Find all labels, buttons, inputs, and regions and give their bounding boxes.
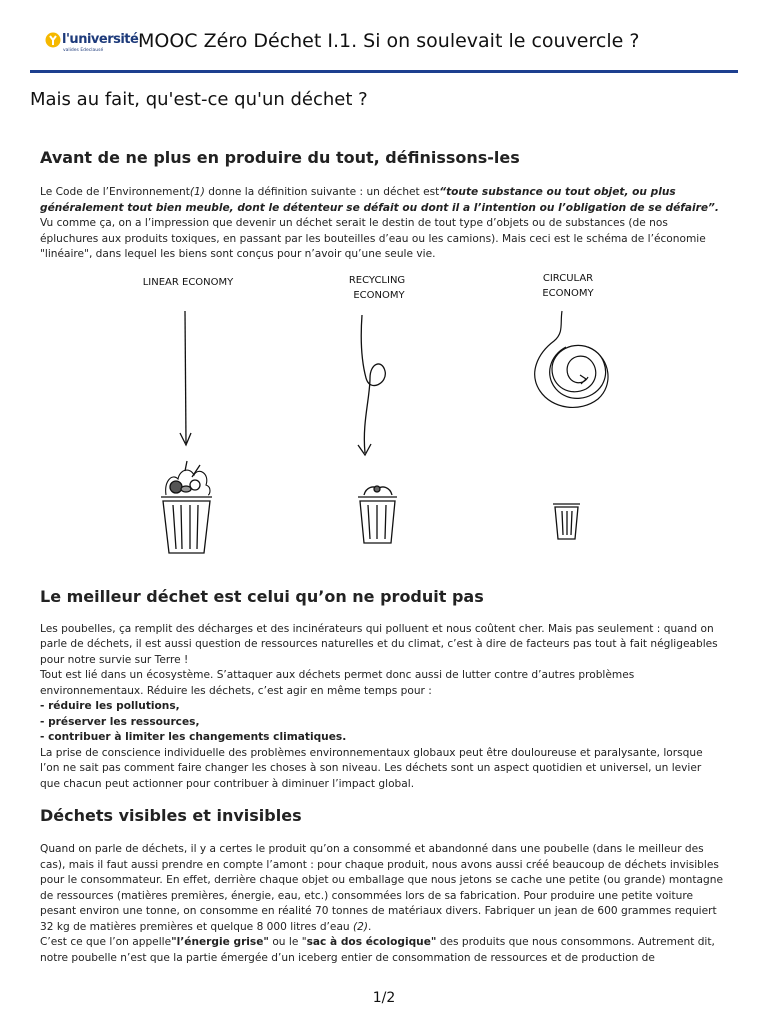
recycling-label-1: RECYCLING	[348, 274, 406, 286]
section1-heading: Avant de ne plus en produire du tout, définissons-les	[40, 148, 520, 167]
document-title: MOOC Zéro Déchet I.1. Si on soulevait le couvercle ?	[138, 30, 640, 52]
logo-text: l'université	[62, 32, 139, 47]
section3-heading: Déchets visibles et invisibles	[40, 806, 302, 825]
page-header	[0, 0, 768, 74]
section2-paragraph3: La prise de conscience individuelle des problèmes environnementaux globaux peut être douloureuse et paralysante, lorsque l’on ne sait pas comment faire changer les choses à son niveau. Les déchets sont un aspect quotidien et universel, un levier que chacun peut actionner pour contribuer à diminuer l’impact global.	[40, 746, 703, 790]
section2-paragraph1: Les poubelles, ça remplit des décharges et des incinérateurs qui polluent et nous coûtent cher. Mais pas seulement : quand on parle de déchets, il est aussi question de ressources naturelles et du climat, c’est à dire de facteurs pas tout à fait négligeables pour notre survie sur Terre !	[40, 622, 718, 666]
section3-paragraph1: Quand on parle de déchets, il y a certes le produit qu’on a consommé et abandonné dans une poubelle (dans le meilleur des cas), mais il faut aussi prendre en compte l’amont : pour chaque produit, nous avons aussi créé beaucoup de déchets invisibles pour le consommateur. En effet, derrière chaque objet ou emballage que nous jetons se cache une petite (ou grande) montagne de ressources (matières premières, énergie, eau, etc.) consommées lors de sa fabrication. Pour produire une petite voiture pesant environ une tonne, on consomme en réalité 70 tonnes de matériaux divers. Fabriquer un jean de 600 grammes requiert 32 kg de matières premières et quelque 8 000 litres d’eau (2).	[40, 843, 724, 933]
header-rule	[30, 70, 738, 73]
section2-item-3: - contribuer à limiter les changements climatiques.	[40, 731, 347, 743]
full-bin-icon	[161, 461, 212, 553]
section2-item-2: - préserver les ressources,	[40, 715, 200, 728]
section2-item-1: - réduire les pollutions,	[40, 700, 180, 712]
page-title: Mais au fait, qu'est-ce qu'un déchet ?	[30, 89, 368, 110]
linear-arrow	[185, 311, 186, 443]
section1-paragraph1: Le Code de l’Environnement(1) donne la définition suivante : un déchet est“toute substance ou tout objet, ou plus généralement tout bien meuble, dont le détenteur se défait ou dont il a l’intention ou l’obligation de se défaire”.	[40, 186, 719, 214]
section1-paragraph2: Vu comme ça, on a l’impression que devenir un déchet serait le destin de tout type d’objets ou de substances (de nos épluchures aux produits toxiques, en passant par les bouteilles d’eau ou les camions). Mais ceci est le schéma de l’économie "linéaire", dans lequel les biens sont conçus pour n’avoir qu’une seule vie.	[40, 217, 706, 260]
recycling-label-2: ECONOMY	[353, 289, 405, 301]
circular-label-1: CIRCULAR	[542, 272, 594, 284]
economy-figure	[40, 263, 724, 573]
empty-bin-icon	[553, 504, 580, 539]
linear-economy-label: LINEAR ECONOMY	[142, 276, 234, 288]
universite-logo	[45, 30, 139, 56]
half-bin-icon	[358, 486, 397, 543]
circular-label-2: ECONOMY	[542, 287, 594, 299]
recycling-arrow	[361, 315, 385, 453]
logo-subtext: valides Edeclausé	[63, 48, 104, 53]
circular-spiral	[535, 311, 608, 407]
logo-icon	[45, 32, 61, 48]
section2-paragraph2: Tout est lié dans un écosystème. S’attaquer aux déchets permet donc aussi de lutter contre d’autres problèmes environnementaux. Réduire les déchets, c’est agir en même temps pour :	[40, 669, 635, 697]
section3-paragraph2: C’est ce que l’on appelle"l’énergie grise" ou le "sac à dos écologique" des produits que nous consommons. Autrement dit, notre poubelle n’est que la partie émergée d’un iceberg entier de consommation de ressources et de production de	[40, 936, 715, 964]
page-number: 1/2	[372, 990, 396, 1006]
main-content	[40, 148, 724, 966]
section2-heading: Le meilleur déchet est celui qu’on ne produit pas	[40, 586, 484, 606]
